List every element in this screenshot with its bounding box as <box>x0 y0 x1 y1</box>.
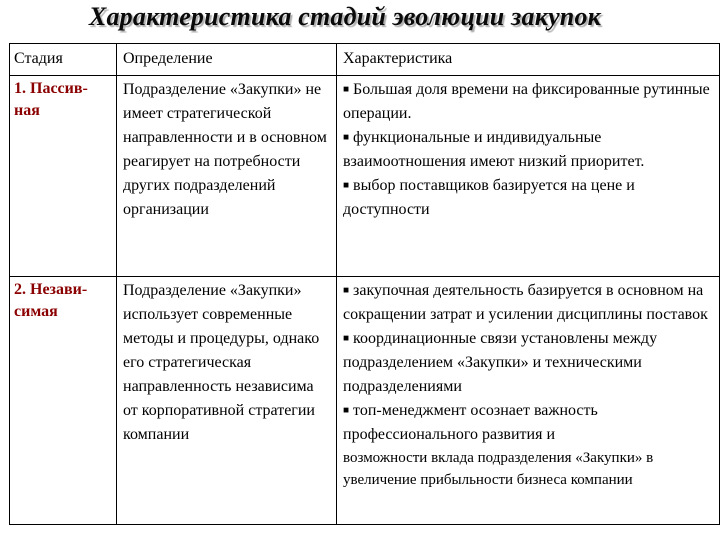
stage-label-cont: ная <box>14 102 40 119</box>
table-row <box>10 277 720 525</box>
definition-cell: Подразделение «Закупки» использует современные методы и процедуры, однако его стратегическая направленность независима от корпоративной стратегии компании <box>117 277 337 525</box>
bullet-icon: ■ <box>343 285 350 296</box>
bullet-icon: ■ <box>343 405 350 416</box>
stages-table <box>9 43 720 525</box>
bullet-icon: ■ <box>343 180 350 191</box>
header-characteristic: Характеристика <box>337 44 720 76</box>
list-item: ■ функциональные и индивидуальные взаимоотношения имеют низкий приоритет. <box>343 129 645 170</box>
list-item: ■ закупочная деятельность базируется в основном на сокращении затрат и усилении дисциплины поставок <box>343 282 708 323</box>
list-item: ■ координационные связи установлены между подразделением «Закупки» и техническими подразделениями <box>343 330 658 395</box>
bullet-icon: ■ <box>343 84 350 95</box>
table-row <box>10 76 720 277</box>
header-stage: Стадия <box>10 44 117 76</box>
stage-label-cont: симая <box>14 303 58 320</box>
page-title: Характеристика стадий эволюции закупок <box>88 2 602 31</box>
list-item-continuation: возможности вклада подразделения «Закупки» в увеличение прибыльности бизнеса компании <box>343 450 654 488</box>
header-definition: Определение <box>117 44 337 76</box>
table-header-row <box>10 44 720 76</box>
stage-label: 2. Незави- <box>14 281 88 298</box>
list-item: ■ Большая доля времени на фиксированные рутинные операции. <box>343 81 710 122</box>
characteristic-cell <box>337 277 720 525</box>
characteristic-cell <box>337 76 720 277</box>
list-item: ■ топ-менеджмент осознает важность профессионального развития и <box>343 402 598 443</box>
definition-cell: Подразделение «Закупки» не имеет стратегической направленности и в основном реагирует на потребности других подразделений организации <box>117 76 337 277</box>
stage-cell <box>10 76 117 277</box>
list-item: ■ выбор поставщиков базируется на цене и доступности <box>343 177 635 218</box>
stage-cell <box>10 277 117 525</box>
stage-label: 1. Пассив- <box>14 80 88 97</box>
bullet-icon: ■ <box>343 132 350 143</box>
bullet-icon: ■ <box>343 333 350 344</box>
